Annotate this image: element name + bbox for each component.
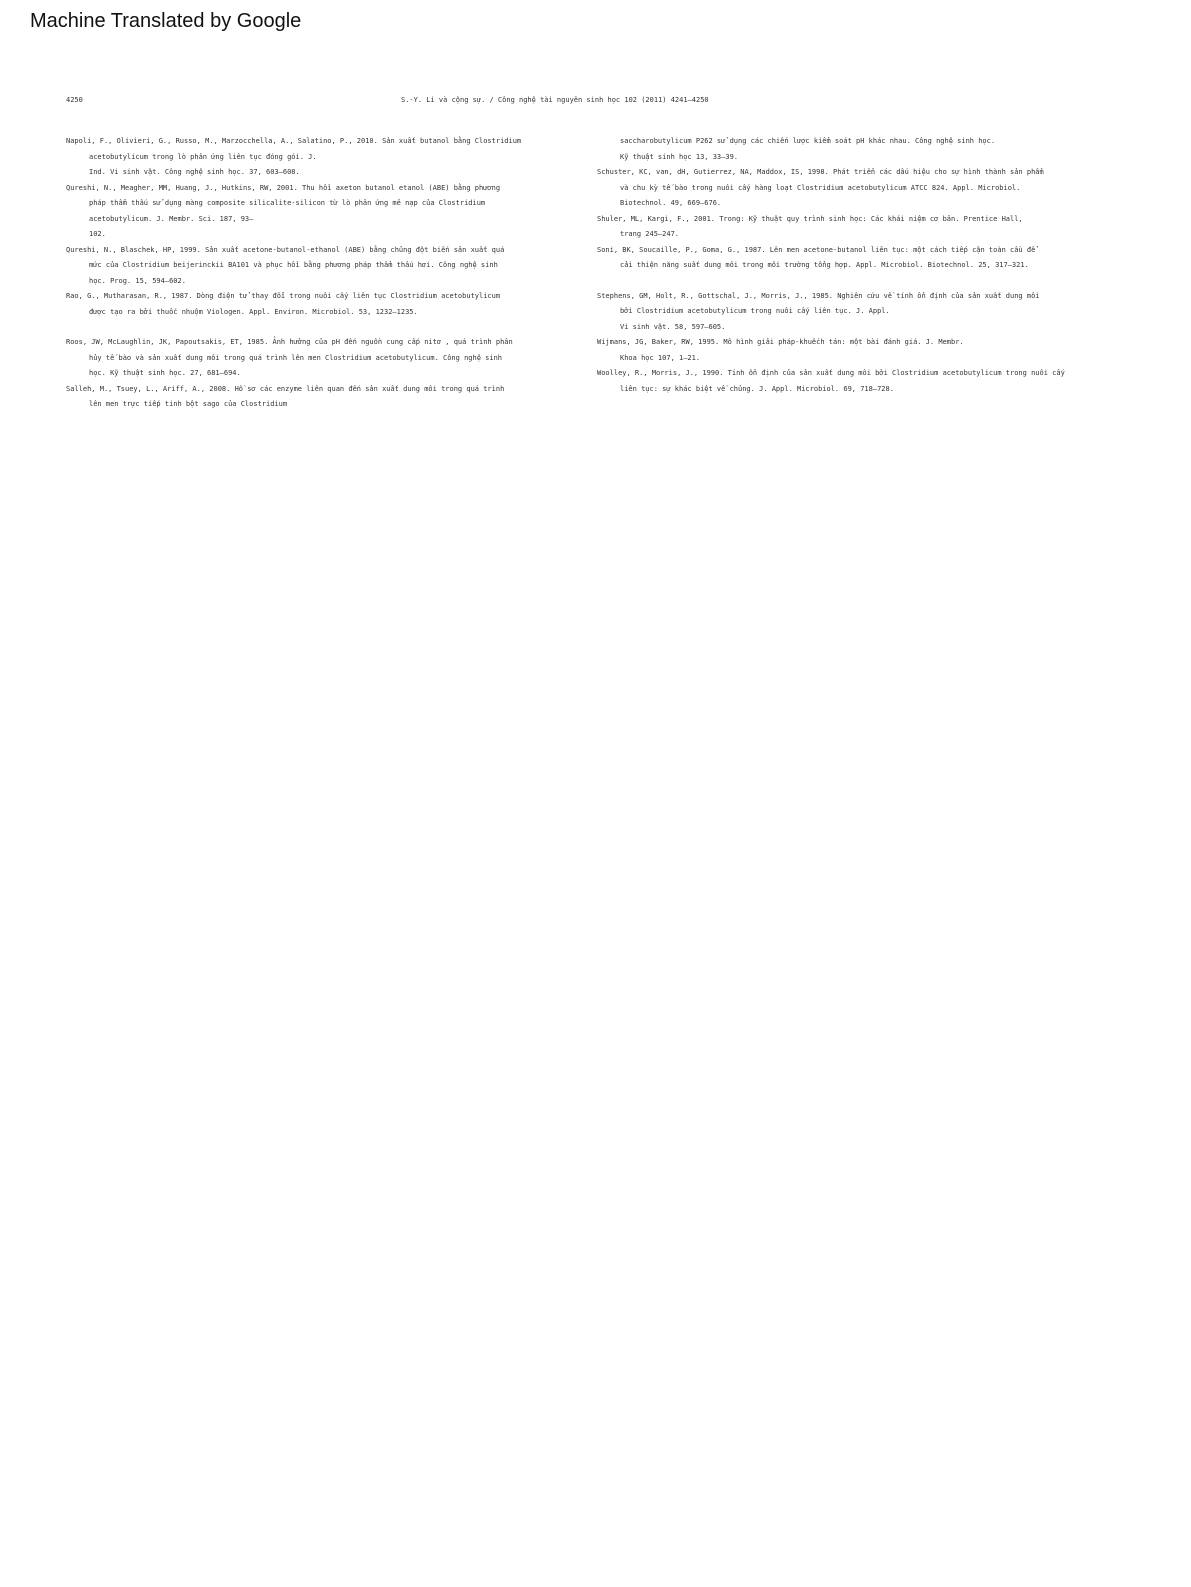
reference-line: 102. [89,230,106,238]
reference-line: Rao, G., Mutharasan, R., 1987. Dòng điện tử thay đổi trong nuôi cấy liên tục Clostridium acetobutylicum [66,292,501,300]
reference-line: lên men trực tiếp tinh bột sago của Clostridium [89,400,288,408]
reference-line: trang 245–247. [620,230,680,238]
reference-entry [597,212,1097,243]
reference-entry [66,181,571,243]
reference-line: Woolley, R., Morris, J., 1990. Tính ổn định của sản xuất dung môi bởi Clostridium acetobutylicum trong nuôi cấy [597,369,1065,377]
reference-line: Salleh, M., Tsuey, L., Ariff, A., 2008. Hồ sơ các enzyme liên quan đến sản xuất dung môi trong quá trình [66,384,505,393]
reference-line: Qureshi, N., Blaschek, HP, 1999. Sản xuất acetone-butanol-ethanol (ABE) bằng chủng đột biến sản xuất quá [66,245,505,254]
reference-line: học. Kỹ thuật sinh học. 27, 681–694. [89,369,241,377]
reference-entry [66,289,571,320]
references-right-column [597,134,1097,397]
running-head: S.-Y. Li và cộng sự. / Công nghệ tài nguyên sinh học 102 (2011) 4241–4250 [401,96,709,104]
reference-entry [66,382,571,413]
reference-entry [597,134,1097,165]
reference-line: liên tục: sự khác biệt về chủng. J. Appl. Microbiol. 69, 718–728. [620,384,894,393]
reference-line: Qureshi, N., Meagher, MM, Huang, J., Hutkins, RW, 2001. Thu hồi axeton butanol etanol (ABE) bằng phương [66,183,501,192]
reference-gap [597,274,1097,289]
reference-entry [597,366,1097,397]
reference-line: hủy tế bào và sản xuất dung môi trong quá trình lên men Clostridium acetobutylicum. Công nghệ sinh [89,353,503,362]
reference-entry [597,243,1097,274]
references-left-column [66,134,571,413]
reference-entry [66,335,571,382]
reference-line: bởi Clostridium acetobutylicum trong nuôi cấy liên tục. J. Appl. [620,307,890,315]
reference-line: Biotechnol. 49, 669–676. [620,199,722,207]
reference-line: cải thiện năng suất dung môi trong môi trường tổng hợp. Appl. Microbiol. Biotechnol. 25, 317–321. [620,261,1029,269]
reference-line: Roos, JW, McLaughlin, JK, Papoutsakis, ET, 1985. Ảnh hưởng của pH đến nguồn cung cấp nitơ , quá trình phân [66,338,513,346]
reference-line: acetobutylicum trong lò phản ứng liên tục đóng gói. J. [89,152,317,161]
reference-line: Vi sinh vật. 58, 597–605. [620,322,726,331]
reference-entry [597,165,1097,212]
reference-line: Soni, BK, Soucaille, P., Goma, G., 1987. Lên men acetone-butanol liên tục: một cách tiếp cận toàn cầu để [597,245,1036,254]
reference-entry [597,335,1097,366]
reference-line: pháp thẩm thấu sử dụng màng composite silicalite-silicon từ lò phản ứng mẻ nạp của Clostridium [89,199,486,207]
reference-line: Schuster, KC, van, dH, Gutierrez, NA, Maddox, IS, 1998. Phát triển các dấu hiệu cho sự hình thành sản phẩm [597,168,1044,176]
reference-line: saccharobutylicum P262 sử dụng các chiến lược kiểm soát pH khác nhau. Công nghệ sinh học. [620,137,996,145]
page-number: 4250 [66,96,83,104]
machine-translation-banner: Machine Translated by Google [30,10,302,32]
reference-line: và chu kỳ tế bào trong nuôi cấy hàng loạt Clostridium acetobutylicum ATCC 824. Appl. Microbiol. [620,183,1021,192]
reference-entry [66,134,571,181]
reference-line: Khoa học 107, 1–21. [620,353,701,362]
reference-line: được tạo ra bởi thuốc nhuộm Viologen. Appl. Environ. Microbiol. 53, 1232–1235. [89,307,418,316]
reference-line: Wijmans, JG, Baker, RW, 1995. Mô hình giải pháp-khuếch tán: một bài đánh giá. J. Membr. [597,338,964,346]
reference-line: Ind. Vi sinh vật. Công nghệ sinh học. 37, 603–608. [89,168,300,176]
reference-line: mức của Clostridium beijerinckii BA101 và phục hồi bằng phương pháp thẩm thấu hơi. Công nghệ sinh [89,261,498,269]
reference-line: Shuler, ML, Kargi, F., 2001. Trong: Kỹ thuật quy trình sinh học: Các khái niệm cơ bản. Prentice Hall, [597,214,1023,223]
reference-line: Kỹ thuật sinh học 13, 33–39. [620,152,739,161]
reference-line: acetobutylicum. J. Membr. Sci. 187, 93– [89,214,254,223]
reference-line: Napoli, F., Olivieri, G., Russo, M., Marzocchella, A., Salatino, P., 2010. Sản xuất butanol bằng Clostridium [66,137,522,145]
reference-entry [597,289,1097,336]
reference-line: học. Prog. 15, 594–602. [89,276,186,285]
reference-line: Stephens, GM, Holt, R., Gottschal, J., Morris, J., 1985. Nghiên cứu về tính ổn định của sản xuất dung môi [597,291,1040,300]
reference-gap [66,320,571,335]
page-header [66,96,1081,108]
reference-entry [66,243,571,290]
